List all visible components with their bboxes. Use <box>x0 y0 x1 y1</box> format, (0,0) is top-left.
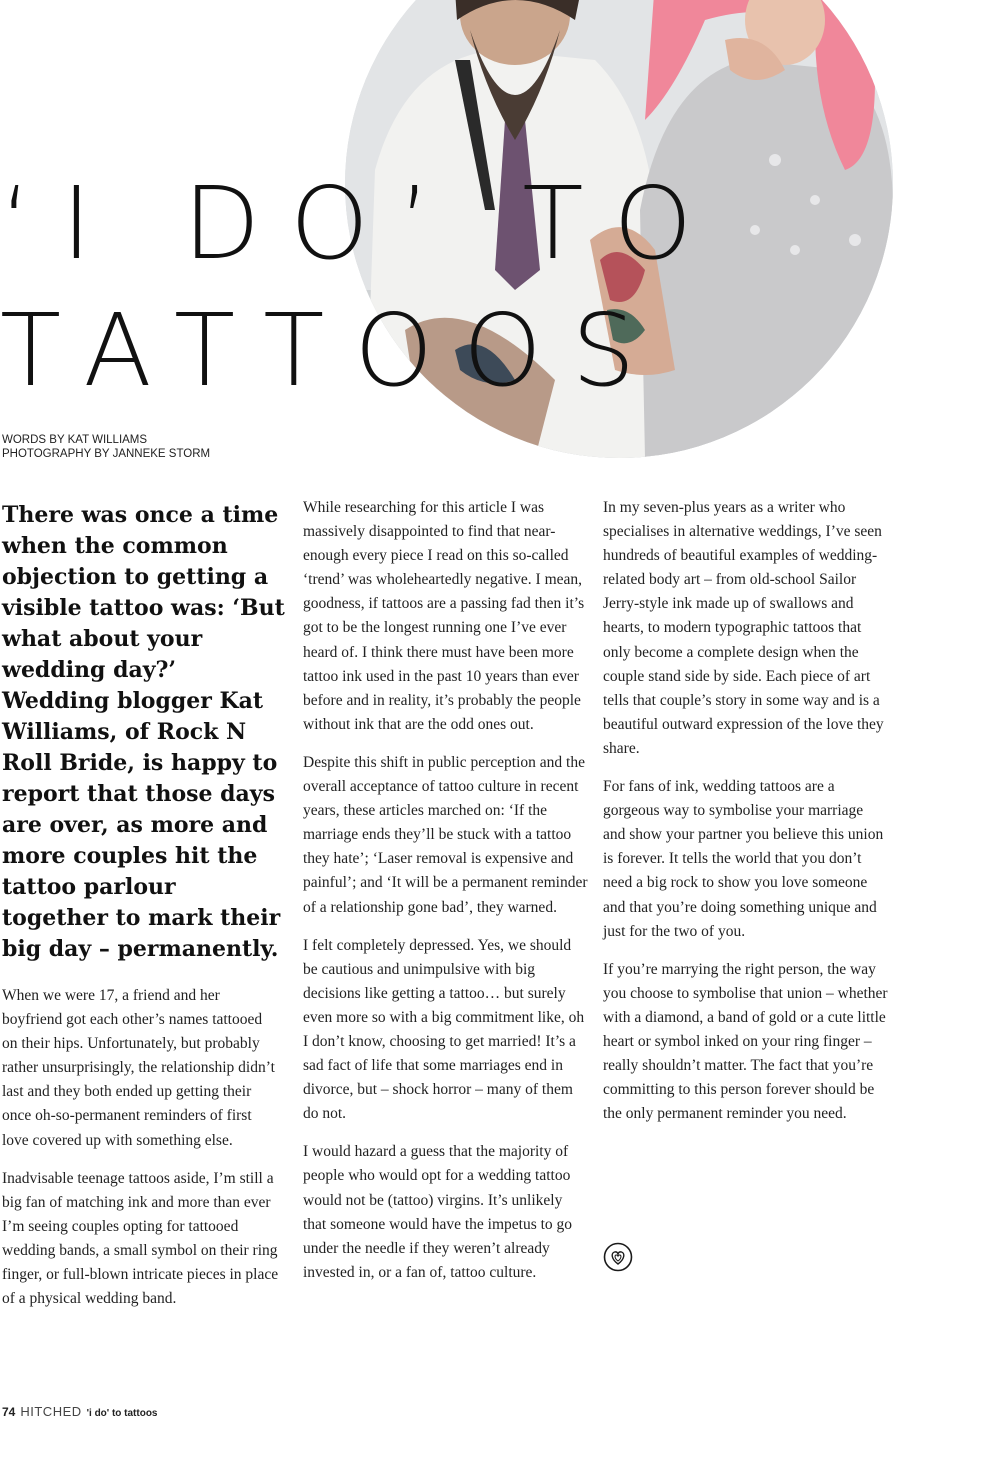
article-column-3 <box>603 496 888 1140</box>
paragraph: While researching for this article I was massively disappointed to find that near-enough every piece I read on this so-called ‘trend’ was wholeheartedly negative. I mean, goodness, if tattoos are a passing fad then it’s got to be the longest running one I’ve ever heard of. I think there must have been more tattoo ink used in the past 10 years than ever before and in reality, it’s probably the people without ink that are the odd ones out. <box>303 499 585 733</box>
paragraph: When we were 17, a friend and her boyfriend got each other’s names tattooed on their hips. Unfortunately, but probably rather unsurprisingly, the relationship didn’t last and they both ended up getting their once oh-so-permanent reminders of first love covered up with something else. <box>2 987 275 1149</box>
magazine-brand: HITCHED <box>20 1404 82 1419</box>
credit-photography: PHOTOGRAPHY BY JANNEKE STORM <box>2 448 211 460</box>
article-column-2 <box>303 496 588 1299</box>
page-footer <box>2 1404 158 1419</box>
section-title: 'i do' to tattoos <box>86 1408 158 1419</box>
paragraph: Inadvisable teenage tattoos aside, I’m still a big fan of matching ink and more than ever I’m seeing couples opting for tattooed wedding bands, a small symbol on their ring finger, or full-blown intricate pieces in place of a physical wedding band. <box>2 1169 279 1308</box>
article-column-1 <box>2 984 280 1325</box>
headline-line-2: TATTOOS <box>0 292 666 409</box>
headline-line-1: ‘I DO’ TO <box>0 165 723 282</box>
headline <box>0 160 722 414</box>
heart-circle-icon <box>603 1242 633 1272</box>
paragraph: Despite this shift in public perception and the overall acceptance of tattoo culture in recent years, these articles marched on: ‘If the marriage ends they’ll be stuck with a tattoo they hate’; ‘Laser removal is expensive and painful’; and ‘It will be a permanent reminder of a relationship gone bad’, they warned. <box>303 753 588 916</box>
paragraph: For fans of ink, wedding tattoos are a gorgeous way to symbolise your marriage and show your partner you believe this union is forever. It tells the world that you don’t need a big rock to show you love someone and that you’re doing something unique and just for the two of you. <box>603 778 884 940</box>
page-number: 74 <box>2 1405 16 1419</box>
paragraph: I felt completely depressed. Yes, we should be cautious and unimpulsive with big decisions like getting a tattoo… but surely even more so with a big commitment like, oh I don’t know, choosing to get married! It’s a sad fact of life that some marriages end in divorce, but – shock horror – many of them do not. <box>303 936 585 1123</box>
paragraph: I would hazard a guess that the majority of people who would opt for a wedding tattoo would not be (tattoo) virgins. It’s unlikely that someone would have the impetus to go under the needle if they weren’t already invested in, or a fan of, tattoo culture. <box>303 1143 573 1281</box>
standfirst: There was once a time when the common objection to getting a visible tattoo was: ‘But what about your wedding day?’ Wedding blogger Kat Williams, of Rock N Roll Bride, is happy to report that those days are over, as more and more couples hit the tattoo parlour together to mark their big day – permanently. <box>2 502 285 962</box>
paragraph: In my seven-plus years as a writer who specialises in alternative weddings, I’ve seen hundreds of beautiful examples of wedding-related body art – from old-school Sailor Jerry-style ink made up of swallows and hearts, to modern typographic tattoos that only become a complete design when the couple stand side by side. Each piece of art tells that couple’s story in some way and is a beautiful outward expression of the love they share. <box>603 499 884 757</box>
paragraph: If you’re marrying the right person, the way you choose to symbolise that union – whether with a diamond, a band of gold or a cute little heart or symbol inked on your ring finger – really shouldn’t matter. The fact that you’re committing to this person forever should be the only permanent reminder you need. <box>603 960 888 1123</box>
credits <box>2 433 210 461</box>
credit-words: WORDS BY KAT WILLIAMS <box>2 434 148 446</box>
